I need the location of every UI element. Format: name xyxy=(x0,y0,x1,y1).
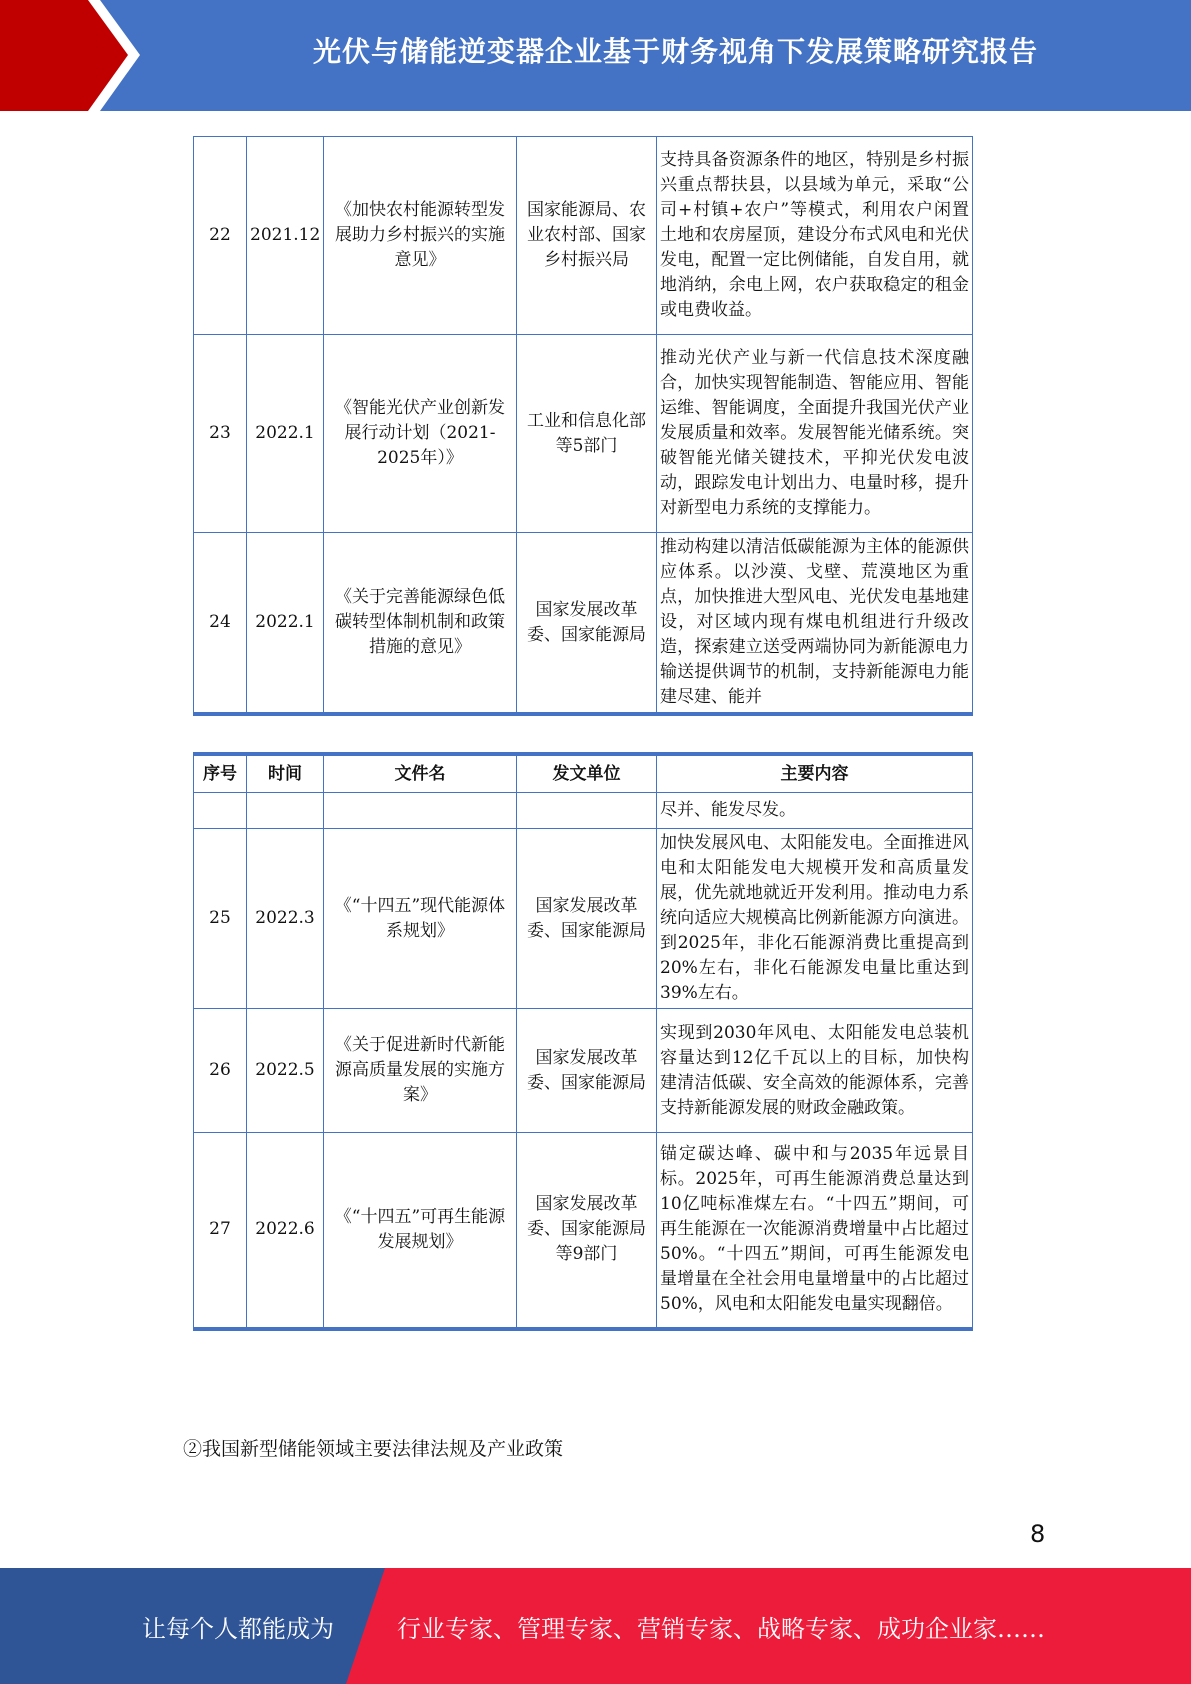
empty-cell xyxy=(324,793,517,829)
row-issuer: 国家发展改革委、国家能源局等9部门 xyxy=(517,1133,657,1329)
header-red-arrow-decoration xyxy=(0,0,140,111)
row-document-name: 《“十四五”现代能源体系规划》 xyxy=(324,829,517,1009)
table-row xyxy=(194,137,973,335)
table-row xyxy=(194,829,973,1009)
header-content: 主要内容 xyxy=(657,754,973,793)
row-issuer: 国家能源局、农业农村部、国家乡村振兴局 xyxy=(517,137,657,335)
empty-cell xyxy=(247,793,324,829)
section-caption: ②我国新型储能领域主要法律法规及产业政策 xyxy=(183,1438,564,1460)
header-document-name: 文件名 xyxy=(324,754,517,793)
row-number: 22 xyxy=(194,137,247,335)
row-number: 25 xyxy=(194,829,247,1009)
header-issuer: 发文单位 xyxy=(517,754,657,793)
table-row xyxy=(194,1133,973,1329)
empty-cell xyxy=(194,793,247,829)
row-number: 27 xyxy=(194,1133,247,1329)
table-row-carry-over xyxy=(194,793,973,829)
row-content: 推动构建以清洁低碳能源为主体的能源供应体系。以沙漠、戈壁、荒漠地区为重点，加快推进大型风电、光伏发电基地建设，对区域内现有煤电机组进行升级改造，探索建立送受两端协同为新能源电力输送提供调节的机制，支持新能源电力能建尽建、能并 xyxy=(657,533,973,715)
header-title: 光伏与储能逆变器企业基于财务视角下发展策略研究报告 xyxy=(312,35,1038,68)
row-issuer: 国家发展改革委、国家能源局 xyxy=(517,1009,657,1133)
page-header xyxy=(0,0,1191,111)
row-content: 实现到2030年风电、太阳能发电总装机容量达到12亿千瓦以上的目标，加快构建清洁低碳、安全高效的能源体系，完善支持新能源发展的财政金融政策。 xyxy=(657,1009,973,1133)
footer-slogan-right: 行业专家、管理专家、营销专家、战略专家、成功企业家…… xyxy=(397,1614,1045,1643)
row-content: 推动光伏产业与新一代信息技术深度融合，加快实现智能制造、智能应用、智能运维、智能调度，全面提升我国光伏产业发展质量和效率。发展智能光储系统。突破智能光储关键技术，平抑光伏发电波动，跟踪发电计划出力、电量时移，提升对新型电力系统的支撑能力。 xyxy=(657,335,973,533)
row-document-name: 《加快农村能源转型发展助力乡村振兴的实施意见》 xyxy=(324,137,517,335)
row-issuer: 工业和信息化部等5部门 xyxy=(517,335,657,533)
header-date: 时间 xyxy=(247,754,324,793)
row-date: 2022.3 xyxy=(247,829,324,1009)
row-content: 支持具备资源条件的地区，特别是乡村振兴重点帮扶县，以县域为单元，采取“公司+村镇+农户”等模式，利用农户闲置土地和农房屋顶，建设分布式风电和光伏发电，配置一定比例储能，自发自用，就地消纳，余电上网，农户获取稳定的租金或电费收益。 xyxy=(657,137,973,335)
row-document-name: 《关于促进新时代新能源高质量发展的实施方案》 xyxy=(324,1009,517,1133)
policy-table xyxy=(193,752,973,1331)
row-issuer: 国家发展改革委、国家能源局 xyxy=(517,533,657,715)
row-date: 2022.5 xyxy=(247,1009,324,1133)
header-number: 序号 xyxy=(194,754,247,793)
empty-cell xyxy=(517,793,657,829)
row-document-name: 《“十四五”可再生能源发展规划》 xyxy=(324,1133,517,1329)
carry-over-content: 尽并、能发尽发。 xyxy=(657,793,973,829)
table-row xyxy=(194,335,973,533)
row-issuer: 国家发展改革委、国家能源局 xyxy=(517,829,657,1009)
page-number: 8 xyxy=(1030,1520,1046,1548)
row-date: 2022.1 xyxy=(247,335,324,533)
row-number: 23 xyxy=(194,335,247,533)
row-document-name: 《智能光伏产业创新发展行动计划（2021-2025年）》 xyxy=(324,335,517,533)
row-content: 加快发展风电、太阳能发电。全面推进风电和太阳能发电大规模开发和高质量发展，优先就地就近开发利用。推动电力系统向适应大规模高比例新能源方向演进。到2025年，非化石能源消费比重提高到20%左右，非化石能源发电量比重达到39%左右。 xyxy=(657,829,973,1009)
policy-table-continued xyxy=(193,136,973,716)
footer-slogan-left: 让每个人都能成为 xyxy=(142,1614,334,1643)
table-header-row xyxy=(194,754,973,793)
row-date: 2022.1 xyxy=(247,533,324,715)
row-date: 2022.6 xyxy=(247,1133,324,1329)
table-row xyxy=(194,1009,973,1133)
row-number: 26 xyxy=(194,1009,247,1133)
page-footer xyxy=(0,1568,1191,1684)
row-content: 锚定碳达峰、碳中和与2035年远景目标。2025年，可再生能源消费总量达到10亿吨标准煤左右。“十四五”期间，可再生能源在一次能源消费增量中占比超过50%。“十四五”期间，可再生能源发电量增量在全社会用电量增量中的占比超过50%，风电和太阳能发电量实现翻倍。 xyxy=(657,1133,973,1329)
row-document-name: 《关于完善能源绿色低碳转型体制机制和政策措施的意见》 xyxy=(324,533,517,715)
row-date: 2021.12 xyxy=(247,137,324,335)
table-row xyxy=(194,533,973,715)
row-number: 24 xyxy=(194,533,247,715)
